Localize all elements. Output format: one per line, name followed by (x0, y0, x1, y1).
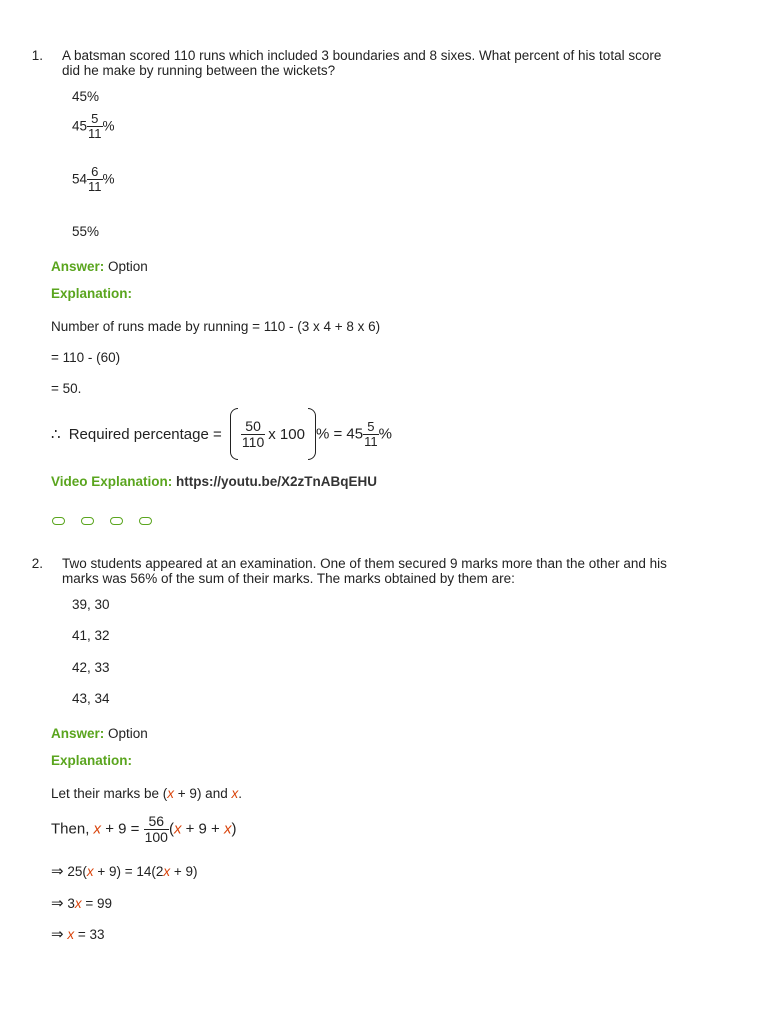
q2-answer (51, 726, 148, 741)
q1-req-label: Required percentage = (68, 425, 222, 443)
implies-arrow-icon: ⇒ (51, 926, 64, 943)
var-x: x (93, 820, 102, 838)
var-x: x (173, 820, 182, 838)
q1-option-b[interactable] (72, 112, 115, 140)
therefore-symbol: ∴ (51, 426, 61, 443)
q2-option-a[interactable]: 39, 30 (72, 597, 110, 612)
q1-req-numerator: 50 (245, 417, 261, 434)
q2-let-a: Let their marks be ( (51, 786, 168, 801)
q1-answer (51, 259, 148, 274)
q1-answer-label: Answer: (51, 259, 105, 274)
q1-video-link[interactable]: https://youtu.be/X2zTnABqEHU (176, 474, 378, 489)
q1-answer-value: Option (108, 259, 148, 274)
var-x: x (223, 820, 232, 838)
q2-then-b: + 9 = (101, 820, 140, 838)
answer-radio-a[interactable] (52, 517, 65, 525)
q1-explanation-line1: Number of runs made by running = 110 - (3 x 4 + 8 x 6) (51, 319, 381, 334)
q1-option-c-numerator: 6 (91, 164, 99, 179)
right-paren-icon (308, 408, 316, 460)
q2-s2-a: 3 (67, 896, 75, 911)
q2-then-c: ( (168, 820, 174, 838)
q1-option-c[interactable] (72, 165, 115, 193)
q1-option-b-numerator: 5 (91, 111, 99, 126)
q1-option-c-fraction (87, 165, 103, 193)
q1-option-b-whole: 45 (72, 118, 88, 134)
q2-let-c: . (238, 786, 242, 801)
q2-let-line (51, 786, 242, 801)
q1-req-result-denominator: 11 (364, 433, 378, 449)
q1-option-a[interactable]: 45% (72, 89, 100, 104)
q1-video-label: Video Explanation: (51, 474, 173, 489)
answer-radio-c[interactable] (110, 517, 123, 525)
q2-then-numerator: 56 (148, 813, 165, 829)
q1-option-b-denominator: 11 (88, 125, 102, 141)
var-x: x (86, 864, 94, 879)
q1-req-result-numerator: 5 (367, 418, 375, 434)
q2-answer-value: Option (108, 726, 148, 741)
q1-option-b-fraction (87, 112, 103, 140)
q1-req-fraction (241, 419, 265, 449)
var-x: x (167, 786, 175, 801)
left-paren-icon (230, 408, 238, 460)
q1-option-b-unit: % (102, 118, 115, 134)
q2-then-e: ) (231, 820, 237, 838)
q1-req-unit: % (378, 425, 392, 443)
q1-req-result-fraction (363, 420, 379, 448)
q1-required-percentage (51, 408, 392, 460)
question-2-text-line1: Two students appeared at an examination. One of them secured 9 marks more than the other and his (62, 556, 667, 571)
q1-option-d[interactable]: 55% (72, 224, 100, 239)
question-1-number: 1. (31, 48, 43, 63)
q2-option-c[interactable]: 42, 33 (72, 660, 110, 675)
q2-then-line (51, 814, 236, 844)
question-2-number: 2. (31, 556, 43, 571)
q1-req-denominator: 110 (241, 433, 265, 450)
implies-arrow-icon: ⇒ (51, 895, 64, 912)
q2-step-2 (51, 894, 112, 912)
answer-radio-d[interactable] (139, 517, 152, 525)
q2-s1-b: + 9) = 14(2 (93, 864, 164, 879)
implies-arrow-icon: ⇒ (51, 863, 64, 880)
q1-option-c-denominator: 11 (88, 178, 102, 194)
q2-let-b: + 9) and (174, 786, 232, 801)
var-x: x (67, 927, 75, 942)
q1-req-times: x 100 (268, 425, 305, 443)
q2-step-3 (51, 925, 105, 943)
q1-explanation-label: Explanation: (51, 286, 133, 301)
q2-s3-b: = 33 (74, 927, 105, 942)
q1-video-explanation (51, 474, 377, 489)
q2-then-d: + 9 + (181, 820, 224, 838)
q2-option-d[interactable]: 43, 34 (72, 691, 110, 706)
q2-then-denominator: 100 (144, 828, 168, 845)
q2-s1-a: 25( (67, 864, 87, 879)
q2-then-fraction (144, 814, 169, 844)
q2-then-a: Then, (51, 820, 90, 838)
var-x: x (74, 896, 82, 911)
q1-req-eq: % = 45 (315, 425, 364, 443)
question-1-text-line1: A batsman scored 110 runs which included 3 boundaries and 8 sixes. What percent of his total score (62, 48, 662, 63)
q1-explanation-line2: = 110 - (60) (51, 350, 121, 365)
question-1-text-line2: did he make by running between the wickets? (62, 63, 336, 78)
question-2-text-line2: marks was 56% of the sum of their marks. The marks obtained by them are: (62, 571, 515, 586)
q1-explanation-line3: = 50. (51, 381, 82, 396)
q2-explanation-label: Explanation: (51, 753, 133, 768)
var-x: x (163, 864, 171, 879)
q2-s1-c: + 9) (170, 864, 198, 879)
q2-step-1 (51, 862, 198, 880)
q2-answer-label: Answer: (51, 726, 105, 741)
q2-s2-b: = 99 (81, 896, 113, 911)
var-x: x (231, 786, 239, 801)
q1-option-c-whole: 54 (72, 171, 88, 187)
q2-option-b[interactable]: 41, 32 (72, 628, 110, 643)
answer-radio-b[interactable] (81, 517, 94, 525)
q1-option-c-unit: % (102, 171, 115, 187)
